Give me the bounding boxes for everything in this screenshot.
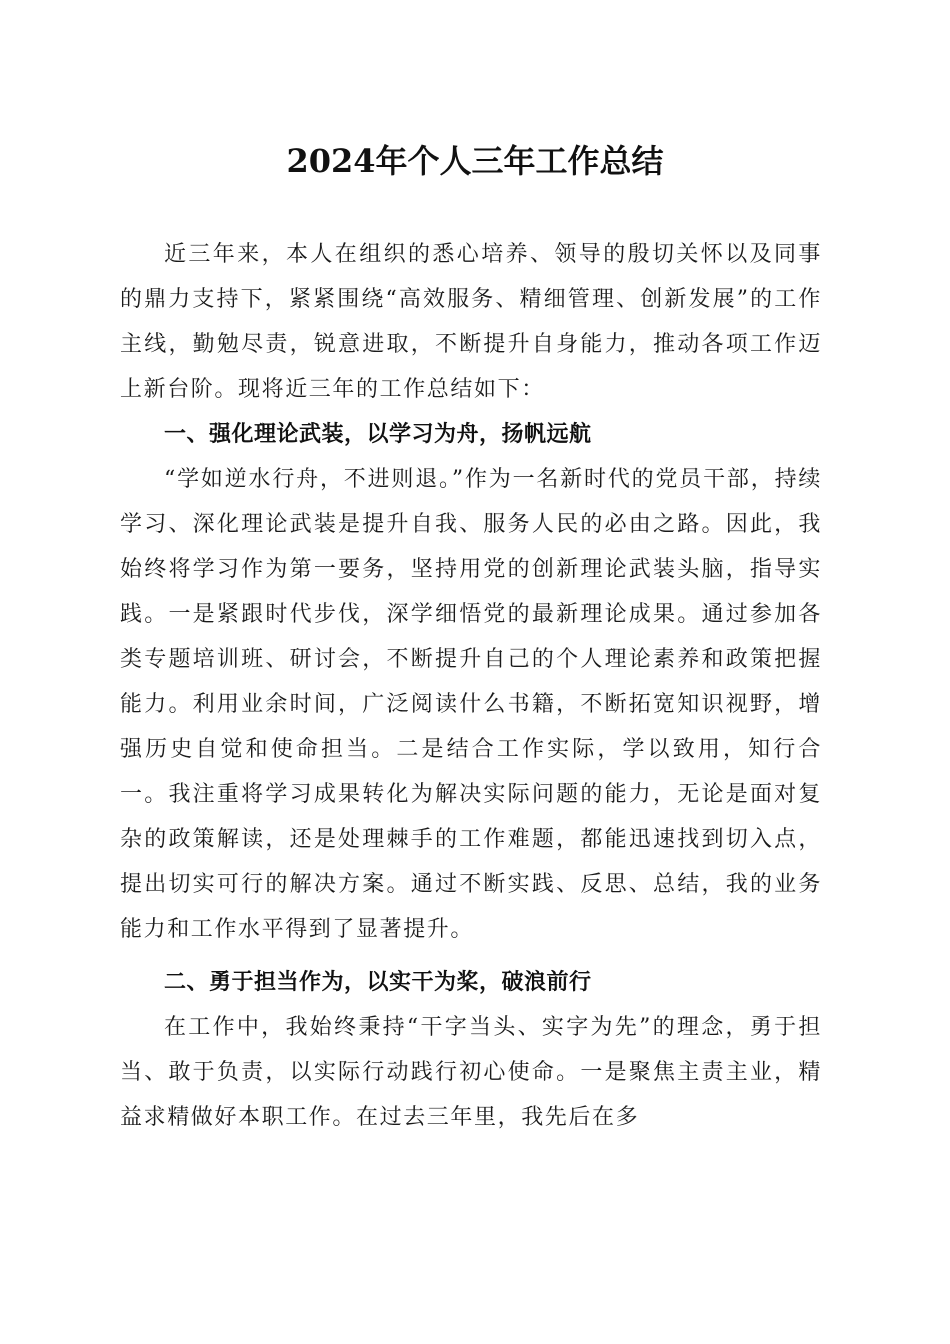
section-1-heading: 一、强化理论武装，以学习为舟，扬帆远航 bbox=[164, 422, 592, 447]
document-title: 2024年个人三年工作总结 bbox=[286, 142, 664, 180]
section-1-paragraph: “学如逆水行舟，不进则退。”作为一名新时代的党员干部，持续学习、深化理论武装是提升自我、服务人民的必由之路。因此，我始终将学习作为第一要务，坚持用党的创新理论武装头脑，指导实践。一是紧跟时代步伐，深学细悟党的最新理论成果。通过参加各类专题培训班、研讨会，不断提升自己的个人理论素养和政策把握能力。利用业余时间，广泛阅读什么书籍，不断拓宽知识视野，增强历史自觉和使命担当。二是结合工作实际，学以致用，知行合一。我注重将学习成果转化为解决实际问题的能力，无论是面对复杂的政策解读，还是处理棘手的工作难题，都能迅速找到切入点，提出切实可行的解决方案。通过不断实践、反思、总结，我的业务能力和工作水平得到了显著提升。 bbox=[120, 467, 822, 942]
intro-paragraph: 近三年来，本人在组织的悉心培养、领导的殷切关怀以及同事的鼎力支持下，紧紧围绕“高效服务、精细管理、创新发展”的工作主线，勤勉尽责，锐意进取，不断提升自身能力，推动各项工作迈上新台阶。现将近三年的工作总结如下： bbox=[120, 242, 822, 402]
document-body bbox=[120, 232, 822, 1140]
section-2-paragraph: 在工作中，我始终秉持“干字当头、实字为先”的理念，勇于担当、敢于负责，以实际行动践行初心使命。一是聚焦主责主业，精益求精做好本职工作。在过去三年里，我先后在多 bbox=[120, 1015, 822, 1130]
section-2-heading: 二、勇于担当作为，以实干为桨，破浪前行 bbox=[164, 970, 592, 995]
